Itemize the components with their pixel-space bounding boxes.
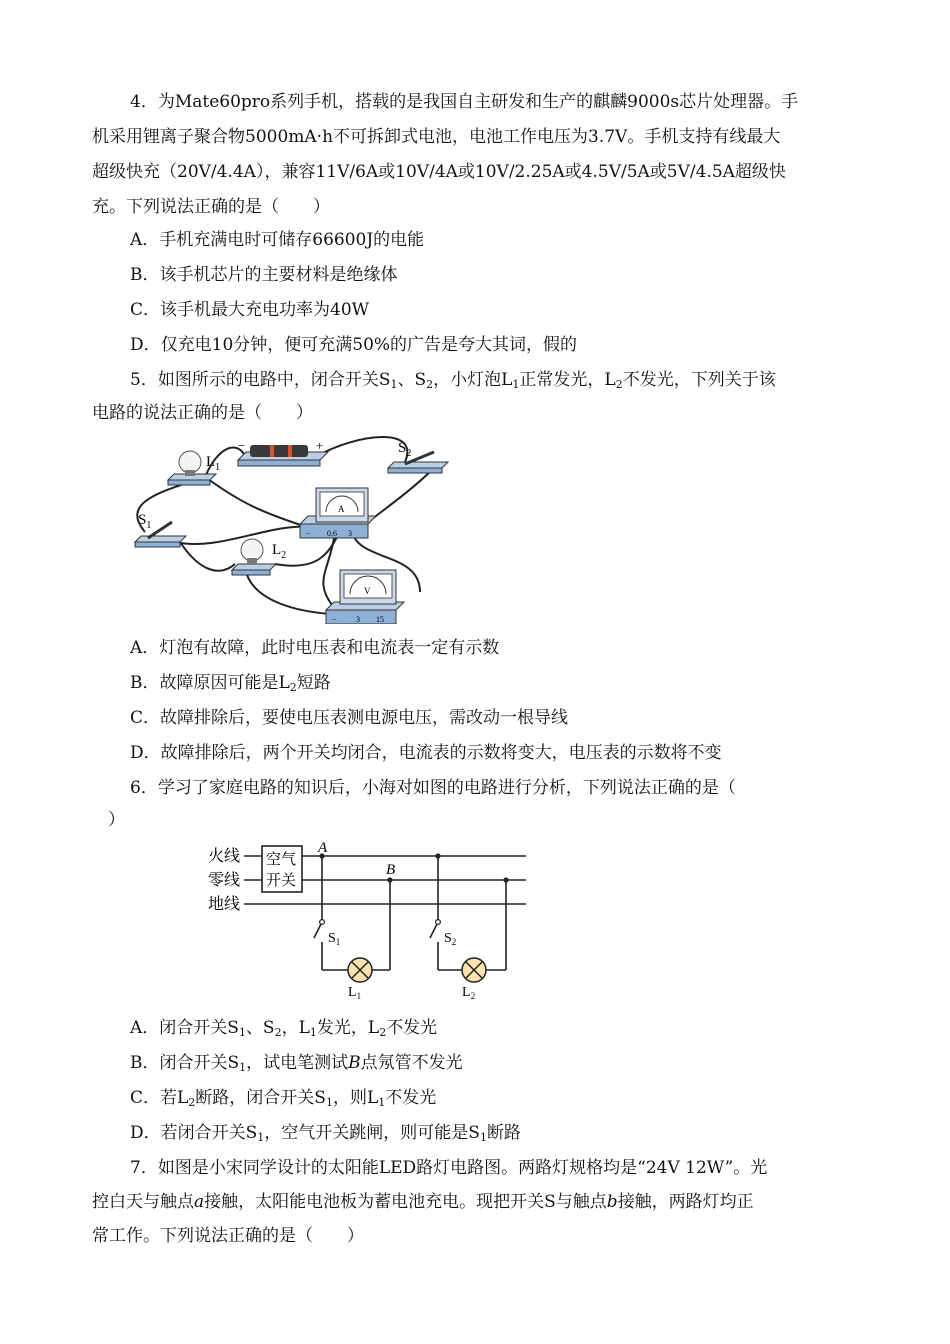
q4-line2: 机采用锂离子聚合物5000mA·h不可拆卸式电池，电池工作电压为3.7V。手机支持有线最大 <box>92 127 781 147</box>
q5-line2: 电路的说法正确的是（ ） <box>92 403 313 423</box>
s1-label: $S_1$ <box>138 512 152 531</box>
q5-circuit-figure <box>120 432 460 624</box>
lamp-l2 <box>232 539 286 575</box>
q6-option-a: A．闭合开关$S_1$、$S_2$，$L_1$发光，$L_2$不发光 <box>130 1018 438 1039</box>
q4-line3: 超级快充（20V/4.4A），兼容11V/6A或10V/4A或10V/2.25A或4.5V/5A或5V/4.5A超级快 <box>92 162 786 182</box>
l2-label: $L_2$ <box>462 985 476 1001</box>
s2-label: $S_2$ <box>398 440 412 459</box>
q6-line1: 6．学习了家庭电路的知识后，小海对如图的电路进行分析，下列说法正确的是（ <box>130 778 736 798</box>
q5-option-d: D．故障排除后，两个开关均闭合，电流表的示数将变大，电压表的示数将不变 <box>130 743 722 763</box>
point-b-label: B <box>386 862 396 878</box>
q4-option-b: B．该手机芯片的主要材料是绝缘体 <box>130 265 398 285</box>
q6-circuit-figure <box>200 838 540 1004</box>
q7-line2: 控白天与触点a接触，太阳能电池板为蓄电池充电。现把开关S与触点b接触，两路灯均正 <box>92 1192 754 1212</box>
battery-minus-label: − <box>238 438 246 453</box>
lamp-l2 <box>462 958 486 982</box>
q6-option-d: D．若闭合开关$S_1$，空气开关跳闸，则可能是$S_1$断路 <box>130 1123 521 1144</box>
l1-label: $L_1$ <box>348 985 362 1001</box>
lamp-l1 <box>168 451 220 485</box>
point-a-label: A <box>318 840 328 856</box>
breaker-label-2: 开关 <box>266 873 297 889</box>
s1-label: $S_1$ <box>328 931 341 947</box>
switch-s2 <box>388 440 448 473</box>
svg-text:3: 3 <box>356 615 360 624</box>
svg-text:15: 15 <box>376 615 384 624</box>
q5-option-b: B．故障原因可能是$L_2$短路 <box>130 673 331 694</box>
svg-text:A: A <box>338 504 345 514</box>
neutral-wire-label: 零线 <box>208 872 241 889</box>
q5-option-a: A．灯泡有故障，此时电压表和电流表一定有示数 <box>130 638 500 658</box>
q6-line2: ） <box>108 810 125 830</box>
svg-text:0.6: 0.6 <box>327 529 337 538</box>
svg-text:−: − <box>306 529 311 538</box>
q4-option-a: A．手机充满电时可储存66600J的电能 <box>130 230 425 250</box>
q6-option-c: C．若$L_2$断路，闭合开关$S_1$，则$L_1$不发光 <box>130 1088 437 1109</box>
svg-text:−: − <box>332 615 337 624</box>
q7-line1: 7．如图是小宋同学设计的太阳能LED路灯电路图。两路灯规格均是“24V 12W”。光 <box>130 1158 768 1178</box>
lamp-l1 <box>348 958 372 982</box>
q7-line3: 常工作。下列说法正确的是（ ） <box>92 1226 364 1246</box>
ground-wire-label: 地线 <box>208 896 241 913</box>
breaker-label-1: 空气 <box>266 852 297 868</box>
battery <box>238 438 328 466</box>
svg-text:V: V <box>364 586 371 596</box>
l1-label: $L_1$ <box>206 454 221 473</box>
q4-line4: 充。下列说法正确的是（ ） <box>92 197 330 217</box>
svg-text:3: 3 <box>348 529 352 538</box>
q6-option-b: B．闭合开关$S_1$，试电笔测试B点氖管不发光 <box>130 1053 463 1074</box>
battery-plus-label: + <box>316 438 324 453</box>
q5-option-c: C．故障排除后，要使电压表测电源电压，需改动一根导线 <box>130 708 569 728</box>
s2-label: $S_2$ <box>444 931 457 947</box>
q4-option-c: C．该手机最大充电功率为40W <box>130 300 370 320</box>
l2-label: $L_2$ <box>272 542 287 561</box>
q4-line1: 4．为Mate60pro系列手机，搭载的是我国自主研发和生产的麒麟9000s芯片处理器。手 <box>130 92 799 112</box>
live-wire-label: 火线 <box>208 848 241 865</box>
voltmeter <box>326 570 404 624</box>
ammeter <box>300 488 376 538</box>
q4-option-d: D．仅充电10分钟，便可充满50%的广告是夸大其词，假的 <box>130 335 578 355</box>
q5-line1: 5．如图所示的电路中，闭合开关$S_1$、$S_2$，小灯泡$L_1$正常发光，$L_2$不发光，下列关于该 <box>130 370 776 391</box>
